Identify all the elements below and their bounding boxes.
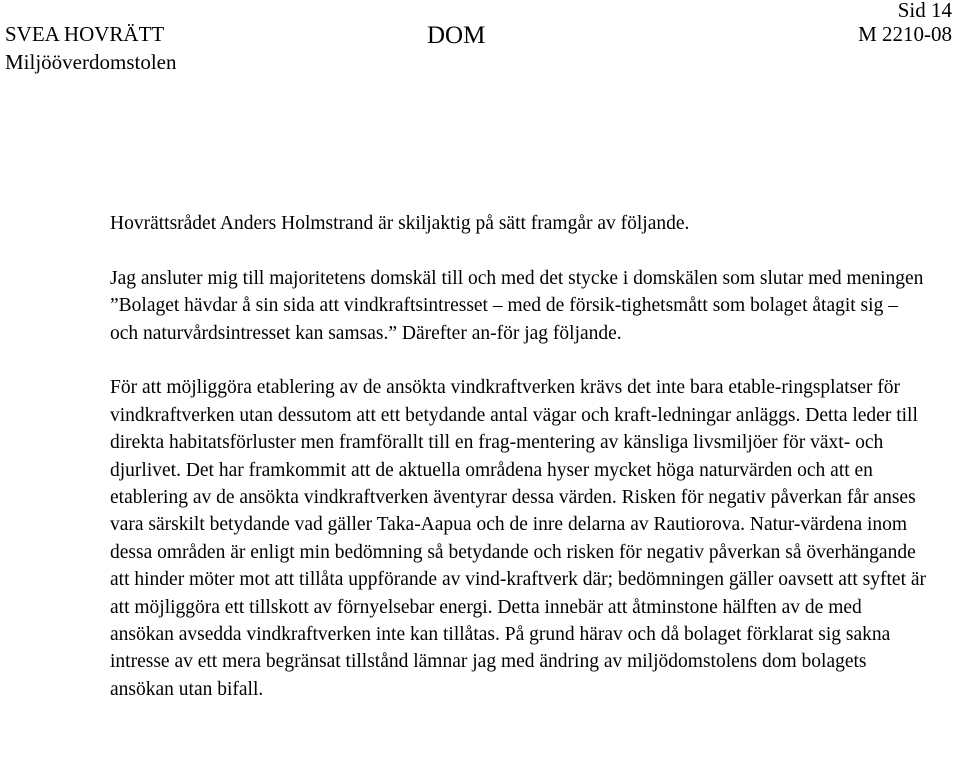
dissent-agreement-paragraph: Jag ansluter mig till majoritetens domskäl till och med det stycke i domskälen som slutar med meningen ”Bolaget hävdar å sin sida att vindkraftsintresset – med de försik-tighetsmått som bolaget åtagit sig – och naturvårdsintresset kan samsas.” Därefter an-för jag följande. [110, 267, 924, 344]
court-name: SVEA HOVRÄTT [5, 22, 165, 46]
dissent-reasoning-paragraph: För att möjliggöra etablering av de ansökta vindkraftverken krävs det inte bara etable-ringsplatser för vindkraftverken utan dessutom att ett betydande antal vägar och kraft-ledningar anläggs. Detta leder till direkta habitatsförluster men framförallt till en frag-mentering av känsliga livsmiljöer för växt- och djurlivet. Det har framkommit att de aktuella områdena hyser mycket höga naturvärden och att en etablering av de ansökta vindkraftverken äventyrar dessa värden. Risken för negativ påverkan får anses vara särskilt betydande vad gäller Taka-Aapua och de inre delarna av Rautiorova. Natur-värdena inom dessa områden är enligt min bedömning så betydande och risken för negativ påverkan så överhängande att hinder möter mot att tillåta uppförande av vind-kraftverk där; bedömningen gäller oavsett att syftet är att möjliggöra ett tillskott av förnyelsebar energi. Detta innebär att åtminstone hälften av de med ansökan avsedda vindkraftverken inte kan tillåtas. På grund härav och då bolaget förklarat sig sakna intresse av ett mera begränsat tillstånd lämnar jag med ändring av miljödomstolens dom bolagets ansökan utan bifall. [110, 377, 927, 700]
document-type: DOM [427, 22, 486, 49]
court-department: Miljööverdomstolen [5, 50, 177, 74]
dissent-intro-paragraph: Hovrättsrådet Anders Holmstrand är skiljaktig på sätt framgår av följande. [110, 213, 690, 234]
document-body [110, 210, 930, 731]
page-number: Sid 14 [897, 0, 952, 22]
case-number: M 2210-08 [858, 22, 952, 46]
